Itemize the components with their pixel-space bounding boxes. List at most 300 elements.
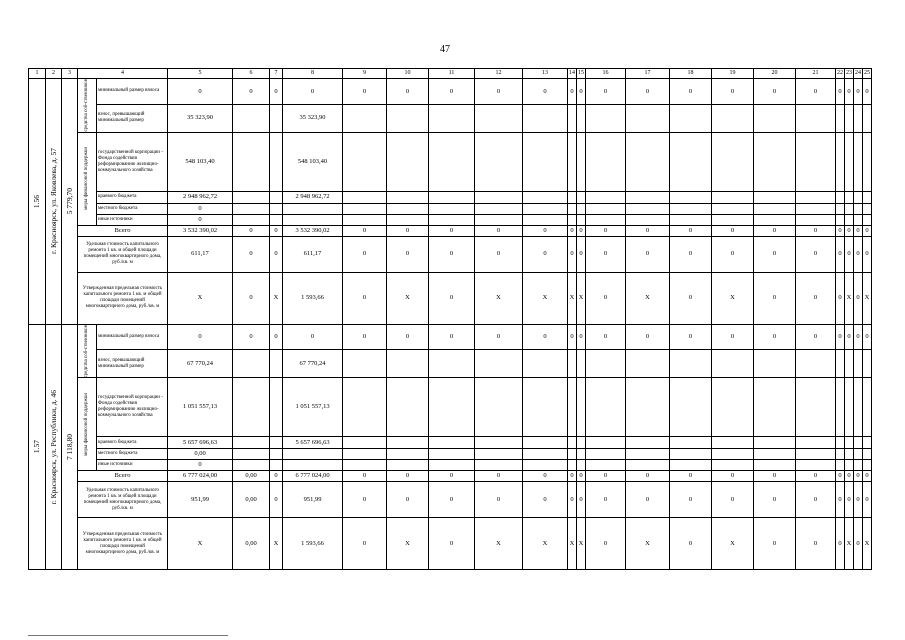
value-cell: 0 [845, 225, 854, 236]
source-label: иные источники [97, 460, 168, 471]
value-cell: 0 [577, 482, 586, 518]
group-support-label: меры финансовой поддержки [84, 147, 90, 210]
value-cell [429, 449, 475, 460]
value-cell [475, 104, 523, 132]
value-cell [845, 460, 854, 471]
value-cell [836, 449, 845, 460]
header-cell: 10 [387, 69, 429, 79]
group-own-label-wrap [79, 325, 95, 378]
value-cell: 0 [168, 214, 233, 225]
value-cell [577, 460, 586, 471]
value-cell [845, 378, 854, 437]
value-cell: 0 [343, 324, 387, 350]
value-cell: 0 [836, 471, 845, 482]
footer-rule [28, 635, 228, 636]
value-cell: 0 [523, 482, 568, 518]
value-cell [233, 378, 270, 437]
header-cell: 22 [836, 69, 845, 79]
value-cell [429, 214, 475, 225]
value-cell [233, 460, 270, 471]
value-cell [270, 203, 283, 214]
source-label: краевого бюджета [97, 191, 168, 203]
source-label: местного бюджета [97, 449, 168, 460]
value-cell [712, 214, 754, 225]
value-cell [283, 449, 343, 460]
header-cell: 3 [62, 69, 78, 79]
value-cell [836, 460, 845, 471]
value-cell [429, 132, 475, 191]
value-cell: 0 [429, 79, 475, 105]
value-cell: 0 [523, 225, 568, 236]
value-cell [475, 437, 523, 449]
value-cell [523, 132, 568, 191]
value-cell: 1 051 557,13 [168, 378, 233, 437]
value-cell [754, 378, 796, 437]
value-cell [429, 378, 475, 437]
value-cell [670, 104, 712, 132]
value-cell [586, 460, 626, 471]
address: г. Красноярск, ул. Яковлева, д. 57 [48, 148, 58, 255]
value-cell [626, 449, 670, 460]
value-cell [626, 378, 670, 437]
value-cell [387, 104, 429, 132]
value-cell [523, 350, 568, 378]
value-cell: 0 [796, 79, 836, 105]
value-cell [475, 203, 523, 214]
value-cell: 0 [796, 236, 836, 272]
value-cell: 67 770,24 [283, 350, 343, 378]
value-cell [863, 191, 872, 203]
block-number: 1.56 [32, 194, 42, 208]
value-cell [270, 132, 283, 191]
value-cell [343, 460, 387, 471]
value-cell [523, 460, 568, 471]
table-row [29, 132, 872, 191]
value-cell [568, 191, 577, 203]
value-cell: 0 [845, 471, 854, 482]
value-cell: 0 [168, 79, 233, 105]
value-cell [429, 104, 475, 132]
header-cell: 25 [863, 69, 872, 79]
value-cell [429, 350, 475, 378]
value-cell: 5 657 696,63 [168, 437, 233, 449]
metric-label: Удельная стоимость капитального ремонта 1 кв. м общей площади помещений многоквартирного дома, руб./кв. м [78, 482, 168, 518]
value-cell: 0 [863, 79, 872, 105]
value-cell: 0 [754, 482, 796, 518]
value-cell: 35 323,90 [283, 104, 343, 132]
value-cell [712, 449, 754, 460]
table-row [29, 104, 872, 132]
value-cell [577, 191, 586, 203]
value-cell [387, 378, 429, 437]
value-cell [523, 437, 568, 449]
value-cell: 0 [754, 225, 796, 236]
header-cell: 20 [754, 69, 796, 79]
value-cell: X [577, 272, 586, 324]
area-cell [62, 79, 78, 325]
value-cell [475, 449, 523, 460]
value-cell: 0 [586, 236, 626, 272]
value-cell [343, 203, 387, 214]
value-cell [670, 214, 712, 225]
source-label: государственной корпорации - Фонда содействия реформированию жилищно-коммунального хозяйства [97, 378, 168, 437]
value-cell [836, 203, 845, 214]
source-label: минимальный размер взноса [97, 324, 168, 350]
value-cell: 0 [754, 272, 796, 324]
value-cell: 0 [836, 225, 845, 236]
value-cell: 0 [586, 272, 626, 324]
value-cell: 0 [836, 79, 845, 105]
value-cell: 0 [568, 236, 577, 272]
value-cell: 0 [475, 236, 523, 272]
value-cell [475, 460, 523, 471]
value-cell [854, 214, 863, 225]
area-wrap [63, 188, 76, 214]
value-cell: 0 [577, 324, 586, 350]
table-row [29, 350, 872, 378]
value-cell: 0 [475, 79, 523, 105]
value-cell [586, 378, 626, 437]
value-cell: 35 323,90 [168, 104, 233, 132]
value-cell: 0 [283, 79, 343, 105]
value-cell: X [270, 518, 283, 570]
value-cell: 0 [523, 236, 568, 272]
value-cell: 0 [670, 482, 712, 518]
value-cell [568, 104, 577, 132]
header-cell: 14 [568, 69, 577, 79]
value-cell: 0 [586, 482, 626, 518]
value-cell [429, 203, 475, 214]
table-row [29, 79, 872, 105]
value-cell [626, 203, 670, 214]
value-cell: 0 [475, 225, 523, 236]
value-cell [712, 437, 754, 449]
area-cell [62, 324, 78, 570]
value-cell: 0 [523, 79, 568, 105]
value-cell [754, 350, 796, 378]
group-support-label: меры финансовой поддержки [84, 392, 90, 456]
value-cell: 0 [854, 225, 863, 236]
value-cell [475, 214, 523, 225]
value-cell [233, 132, 270, 191]
value-cell [854, 449, 863, 460]
header-cell: 21 [796, 69, 836, 79]
value-cell: 67 770,24 [168, 350, 233, 378]
value-cell: 0 [626, 482, 670, 518]
value-cell: 0 [343, 471, 387, 482]
value-cell [863, 214, 872, 225]
value-cell: 0 [577, 471, 586, 482]
value-cell [586, 191, 626, 203]
value-cell: X [168, 272, 233, 324]
value-cell [863, 132, 872, 191]
value-cell [754, 449, 796, 460]
value-cell [568, 203, 577, 214]
value-cell: 0 [475, 324, 523, 350]
header-cell: 4 [78, 69, 168, 79]
value-cell: 0 [233, 79, 270, 105]
value-cell [854, 104, 863, 132]
value-cell: 0 [568, 482, 577, 518]
value-cell: 0 [387, 482, 429, 518]
value-cell [712, 191, 754, 203]
value-cell [475, 378, 523, 437]
header-cell: 23 [845, 69, 854, 79]
value-cell [670, 449, 712, 460]
value-cell: 0 [429, 471, 475, 482]
page-number: 47 [440, 44, 450, 55]
value-cell: 0 [283, 324, 343, 350]
area-wrap [63, 434, 76, 460]
value-cell: 0 [670, 225, 712, 236]
header-cell: 7 [270, 69, 283, 79]
table-row [29, 203, 872, 214]
value-cell: 0 [854, 272, 863, 324]
value-cell [754, 104, 796, 132]
value-cell: 0 [168, 203, 233, 214]
value-cell [475, 191, 523, 203]
header-cell: 19 [712, 69, 754, 79]
value-cell: 0 [863, 471, 872, 482]
value-cell: 0 [626, 236, 670, 272]
table-row [29, 437, 872, 449]
value-cell: 0 [712, 236, 754, 272]
value-cell: 3 532 390,02 [283, 225, 343, 236]
value-cell [626, 132, 670, 191]
value-cell [796, 214, 836, 225]
value-cell [429, 460, 475, 471]
value-cell [343, 449, 387, 460]
value-cell [568, 350, 577, 378]
value-cell: 2 948 962,72 [168, 191, 233, 203]
value-cell [670, 437, 712, 449]
value-cell [387, 460, 429, 471]
value-cell: 0 [168, 460, 233, 471]
value-cell: 0 [836, 236, 845, 272]
value-cell: 0 [670, 236, 712, 272]
source-label: взнос, превышающий минимальный размер [97, 104, 168, 132]
data-table [28, 68, 872, 570]
value-cell: 0 [796, 482, 836, 518]
value-cell [836, 132, 845, 191]
address-wrap [47, 390, 60, 504]
value-cell [577, 449, 586, 460]
value-cell: 0 [863, 236, 872, 272]
value-cell [754, 460, 796, 471]
value-cell [626, 350, 670, 378]
value-cell: 0 [343, 225, 387, 236]
value-cell [845, 350, 854, 378]
value-cell: X [863, 272, 872, 324]
value-cell [712, 203, 754, 214]
value-cell: 0 [586, 518, 626, 570]
value-cell: 0 [712, 482, 754, 518]
value-cell: 0 [670, 272, 712, 324]
value-cell [586, 104, 626, 132]
value-cell [270, 378, 283, 437]
value-cell: X [387, 518, 429, 570]
value-cell [568, 449, 577, 460]
value-cell [796, 378, 836, 437]
table-row [29, 272, 872, 324]
source-label: местного бюджета [97, 203, 168, 214]
value-cell [233, 449, 270, 460]
address-cell [46, 324, 62, 570]
value-cell [754, 191, 796, 203]
value-cell: 0 [270, 236, 283, 272]
value-cell [845, 203, 854, 214]
value-cell [712, 350, 754, 378]
value-cell: 0,00 [233, 471, 270, 482]
value-cell: 0 [854, 236, 863, 272]
value-cell [568, 437, 577, 449]
value-cell [754, 132, 796, 191]
block-number: 1.57 [32, 440, 42, 454]
group-own-label: средства соб-ственников [84, 324, 90, 378]
value-cell [796, 132, 836, 191]
value-cell: 0 [845, 79, 854, 105]
value-cell [796, 203, 836, 214]
value-cell: 0 [670, 79, 712, 105]
value-cell [387, 214, 429, 225]
value-cell: 0 [387, 471, 429, 482]
value-cell: 0 [712, 225, 754, 236]
value-cell: 0 [626, 225, 670, 236]
header-cell: 17 [626, 69, 670, 79]
value-cell [670, 132, 712, 191]
value-cell [387, 437, 429, 449]
header-cell: 8 [283, 69, 343, 79]
value-cell: 0 [270, 482, 283, 518]
value-cell: 0 [845, 482, 854, 518]
value-cell [754, 203, 796, 214]
value-cell [712, 460, 754, 471]
value-cell: 951,99 [283, 482, 343, 518]
value-cell: 0 [568, 471, 577, 482]
value-cell: 0 [754, 79, 796, 105]
value-cell [233, 350, 270, 378]
area: 5 779,70 [64, 188, 74, 215]
value-cell [586, 203, 626, 214]
value-cell: 0 [387, 236, 429, 272]
value-cell: X [387, 272, 429, 324]
source-label: государственной корпорации - Фонда содействия реформированию жилищно-коммунального хозяйства [97, 132, 168, 191]
value-cell: X [863, 518, 872, 570]
value-cell [429, 437, 475, 449]
value-cell: 0 [586, 324, 626, 350]
value-cell [586, 214, 626, 225]
value-cell [863, 460, 872, 471]
value-cell [845, 132, 854, 191]
value-cell [586, 449, 626, 460]
value-cell: 0 [429, 518, 475, 570]
value-cell [854, 191, 863, 203]
value-cell [796, 191, 836, 203]
value-cell: 0 [429, 324, 475, 350]
value-cell [523, 104, 568, 132]
value-cell: 0 [712, 324, 754, 350]
total-label: Всего [78, 471, 168, 482]
value-cell: 0 [387, 324, 429, 350]
value-cell [429, 191, 475, 203]
header-cell: 9 [343, 69, 387, 79]
table-row [29, 449, 872, 460]
value-cell [845, 449, 854, 460]
value-cell: 0 [475, 471, 523, 482]
value-cell: 1 051 557,13 [283, 378, 343, 437]
value-cell [670, 460, 712, 471]
value-cell [586, 132, 626, 191]
value-cell: 0 [343, 79, 387, 105]
group-support-label-wrap [79, 147, 95, 210]
value-cell: X [168, 518, 233, 570]
table-row [29, 378, 872, 437]
value-cell [626, 191, 670, 203]
metric-label: Утвержденная предельная стоимость капитального ремонта 1 кв. м общей площади помещений многоквартирного дома, руб./кв. м [78, 518, 168, 570]
value-cell: 951,99 [168, 482, 233, 518]
value-cell [475, 132, 523, 191]
value-cell [626, 460, 670, 471]
value-cell: 0 [845, 236, 854, 272]
value-cell [626, 437, 670, 449]
value-cell [754, 214, 796, 225]
value-cell [863, 378, 872, 437]
value-cell [854, 460, 863, 471]
value-cell [854, 437, 863, 449]
group-support-label-wrap [79, 393, 95, 456]
value-cell: 0 [626, 79, 670, 105]
value-cell [796, 350, 836, 378]
value-cell: X [712, 272, 754, 324]
total-label: Всего [78, 225, 168, 236]
value-cell: 0 [670, 324, 712, 350]
value-cell [670, 378, 712, 437]
value-cell [854, 203, 863, 214]
value-cell [854, 350, 863, 378]
metric-label: Утвержденная предельная стоимость капитального ремонта 1 кв. м общей площади помещений многоквартирного дома, руб./кв. м [78, 272, 168, 324]
value-cell: 0 [270, 471, 283, 482]
value-cell [283, 214, 343, 225]
value-cell: 0,00 [233, 482, 270, 518]
value-cell [343, 191, 387, 203]
value-cell [283, 460, 343, 471]
table-row [29, 324, 872, 350]
value-cell [577, 132, 586, 191]
value-cell [523, 203, 568, 214]
value-cell [577, 437, 586, 449]
value-cell: 0 [754, 324, 796, 350]
header-cell: 16 [586, 69, 626, 79]
value-cell [387, 191, 429, 203]
value-cell [845, 437, 854, 449]
table-row [29, 471, 872, 482]
value-cell [577, 214, 586, 225]
value-cell [270, 104, 283, 132]
value-cell: 0 [270, 79, 283, 105]
group-support-cell [78, 378, 97, 471]
value-cell: 0 [796, 471, 836, 482]
value-cell [863, 203, 872, 214]
value-cell: 0 [577, 236, 586, 272]
value-cell [626, 104, 670, 132]
value-cell: 0 [523, 471, 568, 482]
value-cell: 0 [754, 471, 796, 482]
group-own-cell [78, 79, 97, 133]
value-cell: 0 [343, 272, 387, 324]
value-cell [836, 191, 845, 203]
value-cell: 1 593,66 [283, 272, 343, 324]
value-cell: 0 [387, 79, 429, 105]
